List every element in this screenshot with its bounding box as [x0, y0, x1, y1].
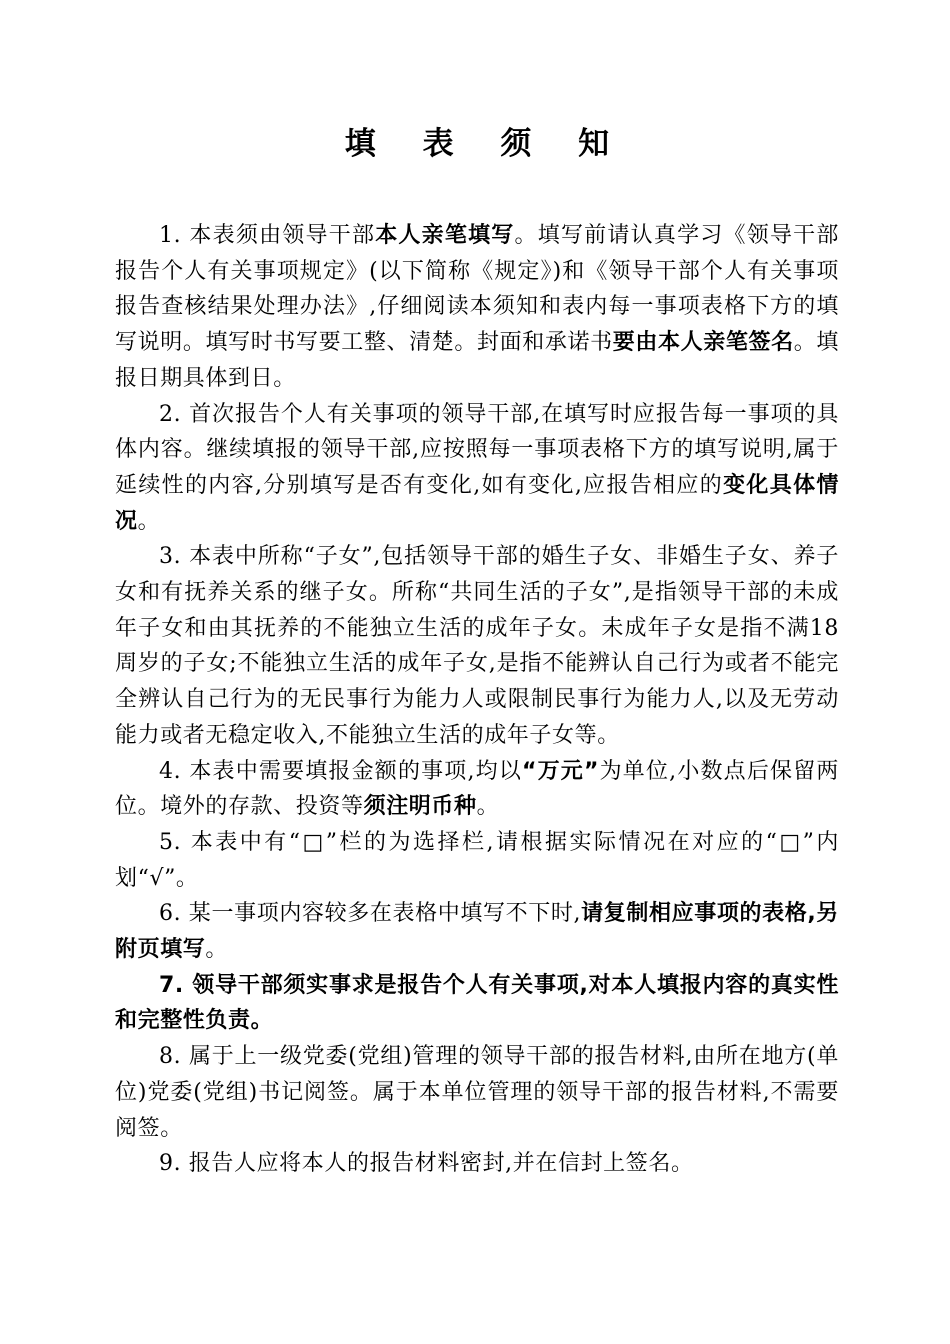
- notice-text: 4. 本表中需要填报金额的事项,均以: [159, 758, 522, 784]
- notice-text: 。: [476, 794, 500, 820]
- notice-item-1: [115, 218, 839, 397]
- notice-emphasis: 本人亲笔填写: [375, 223, 515, 248]
- notice-text: 为单位,小数点后保留两位。境外的存款、投资等: [115, 758, 839, 820]
- notice-text: 。填写前请认真学习《领导干部报告个人有关事项规定》(以下简称《规定》)和《领导干部个人有关事项报告查核结果处理办法》,仔细阅读本须知和表内每一事项表格下方的填写说明。填写时书写要工整、清楚。封面和承诺书: [115, 223, 839, 356]
- notice-emphasis: 变化具体情况: [115, 472, 839, 534]
- notice-item-2: [115, 397, 839, 540]
- notice-emphasis: “万元”: [522, 758, 600, 784]
- notice-text: 3. 本表中所称“子女”,包括领导干部的婚生子女、非婚生子女、养子女和有抚养关系的继子女。所称“共同生活的子女”,是指领导干部的未成年子女和由其抚养的不能独立生活的成年子女。未成年子女是指不满18周岁的子女;不能独立生活的成年子女,是指不能辨认自己行为或者不能完全辨认自己行为的无民事行为能力人或限制民事行为能力人,以及无劳动能力或者无稳定收入,不能独立生活的成年子女等。: [115, 544, 839, 748]
- notice-text: 5. 本表中有“□”栏的为选择栏,请根据实际情况在对应的“□”内划“√”。: [115, 829, 839, 891]
- notice-emphasis: 须注明币种: [363, 794, 477, 820]
- notice-item-6: [115, 896, 839, 967]
- notice-text: 8. 属于上一级党委(党组)管理的领导干部的报告材料,由所在地方(单位)党委(党组)书记阅签。属于本单位管理的领导干部的报告材料,不需要阅签。: [115, 1044, 839, 1141]
- notice-text: 。: [137, 508, 161, 534]
- notice-item-5: [115, 825, 839, 896]
- notice-item-3: [115, 539, 839, 753]
- notice-item-8: [115, 1039, 839, 1146]
- notice-text: 1. 本表须由领导干部: [159, 223, 376, 248]
- notice-text: 2. 首次报告个人有关事项的领导干部,在填写时应报告每一事项的具体内容。继续填报的领导干部,应按照每一事项表格下方的填写说明,属于延续性的内容,分别填写是否有变化,如有变化,应报告相应的: [115, 401, 839, 498]
- notice-item-9: [115, 1146, 839, 1182]
- page-title: 填 表 须 知: [344, 126, 628, 162]
- notice-text: 6. 某一事项内容较多在表格中填写不下时,: [159, 901, 582, 927]
- notice-item-4: [115, 754, 839, 825]
- notice-emphasis: 要由本人亲笔签名: [612, 330, 794, 356]
- notice-emphasis: 请复制相应事项的表格,另附页填写: [115, 901, 839, 963]
- notice-emphasis: 7. 领导干部须实事求是报告个人有关事项,对本人填报内容的真实性和完整性负责。: [115, 972, 839, 1034]
- notice-text: 9. 报告人应将本人的报告材料密封,并在信封上签名。: [159, 1151, 694, 1177]
- notice-body: [115, 218, 839, 1182]
- notice-text: 。填报日期具体到日。: [115, 330, 840, 391]
- notice-item-7: [115, 968, 839, 1039]
- notice-text: 。: [205, 937, 229, 963]
